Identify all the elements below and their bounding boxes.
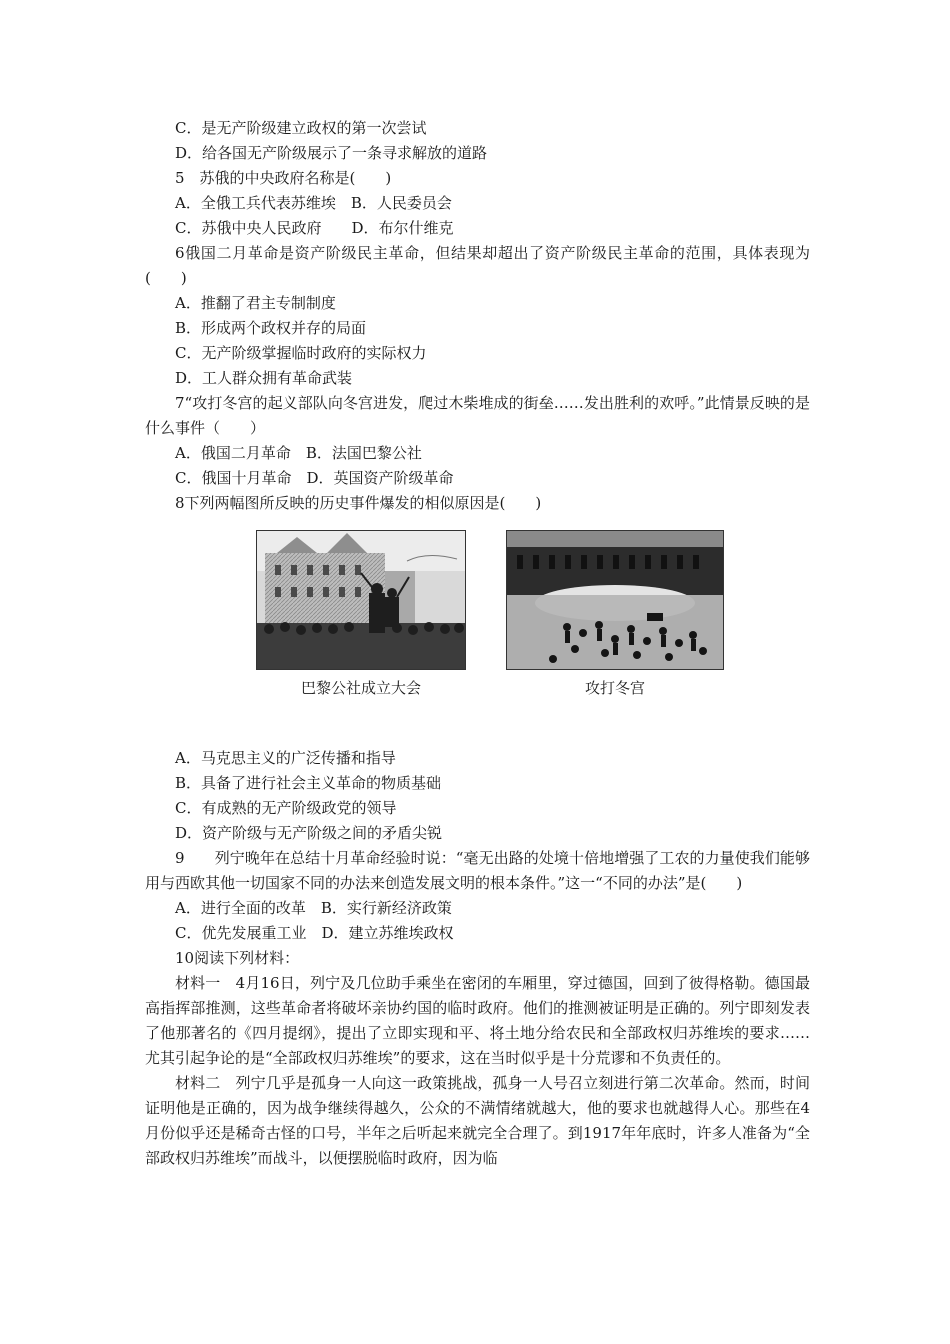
q8-option-c: C．有成熟的无产阶级政党的领导 xyxy=(175,799,397,817)
q8-stem: 8下列两幅图所反映的历史事件爆发的相似原因是( ) xyxy=(175,494,542,512)
q5-stem: 5 苏俄的中央政府名称是( ) xyxy=(175,169,392,187)
q10-material-1: 材料一 4月16日，列宁及几位助手乘坐在密闭的车厢里，穿过德国，回到了彼得格勒。德国最高指挥部推测，这些革命者将破坏亲协约国的临时政府。他们的推测被证明是正确的。列宁即刻发表了他那著名的《四月提纲》，提出了立即实现和平、将土地分给农民和全部政权归苏维埃的要求……尤其引起争论的是“全部政权归苏维埃”的要求，这在当时似乎是十分荒谬和不负责任的。 xyxy=(145,974,810,1067)
q6-option-c: C．无产阶级掌握临时政府的实际权力 xyxy=(175,344,427,362)
paris-commune-engraving xyxy=(256,530,466,670)
caption-winter-palace: 攻打冬宫 xyxy=(584,679,645,697)
q5-options-cd: C．苏俄中央人民政府 D．布尔什维克 xyxy=(175,219,454,237)
q10-stem: 10阅读下列材料： xyxy=(175,949,300,967)
document-page xyxy=(145,116,810,1171)
q8-option-b: B．具备了进行社会主义革命的物质基础 xyxy=(175,774,442,792)
figure-paris-commune xyxy=(256,530,466,701)
q7-stem: 7“攻打冬宫的起义部队向冬宫进发，爬过木柴堆成的街垒……发出胜利的欢呼。”此情景反映的是什么事件（ ） xyxy=(145,394,810,437)
q8-figures xyxy=(145,530,810,730)
q10-material-2: 材料二 列宁几乎是孤身一人向这一政策挑战，孤身一人号召立刻进行第二次革命。然而，时间证明他是正确的，因为战争继续得越久，公众的不满情绪就越大，他的要求也就越得人心。那些在4月份似乎还是稀奇古怪的口号，半年之后听起来就完全合理了。到1917年年底时，许多人准备为“全部政权归苏维埃”而战斗，以便摆脱临时政府，因为临 xyxy=(145,1074,810,1167)
q4-option-d: D．给各国无产阶级展示了一条寻求解放的道路 xyxy=(175,144,488,162)
q9-options-cd: C．优先发展重工业 D．建立苏维埃政权 xyxy=(175,924,454,942)
q6-option-a: A．推翻了君主专制制度 xyxy=(175,294,336,312)
q8-option-d: D．资产阶级与无产阶级之间的矛盾尖锐 xyxy=(175,824,443,842)
q4-option-c: C．是无产阶级建立政权的第一次尝试 xyxy=(175,119,427,137)
q6-option-d: D．工人群众拥有革命武装 xyxy=(175,369,353,387)
caption-paris-commune: 巴黎公社成立大会 xyxy=(300,679,421,697)
q7-options-ab: A．俄国二月革命 B．法国巴黎公社 xyxy=(175,444,422,462)
winter-palace-photo xyxy=(506,530,724,670)
q6-stem: 6俄国二月革命是资产阶级民主革命，但结果却超出了资产阶级民主革命的范围，具体表现为( ) xyxy=(145,244,810,287)
q9-options-ab: A．进行全面的改革 B．实行新经济政策 xyxy=(175,899,452,917)
q8-option-a: A．马克思主义的广泛传播和指导 xyxy=(175,749,396,767)
q9-stem: 9 列宁晚年在总结十月革命经验时说：“毫无出路的处境十倍地增强了工农的力量使我们能够用与西欧其他一切国家不同的办法来创造发展文明的根本条件。”这一“不同的办法”是( ) xyxy=(145,849,810,892)
figure-winter-palace xyxy=(506,530,724,701)
q7-options-cd: C．俄国十月革命 D．英国资产阶级革命 xyxy=(175,469,454,487)
q6-option-b: B．形成两个政权并存的局面 xyxy=(175,319,367,337)
q5-options-ab: A．全俄工兵代表苏维埃 B．人民委员会 xyxy=(175,194,452,212)
